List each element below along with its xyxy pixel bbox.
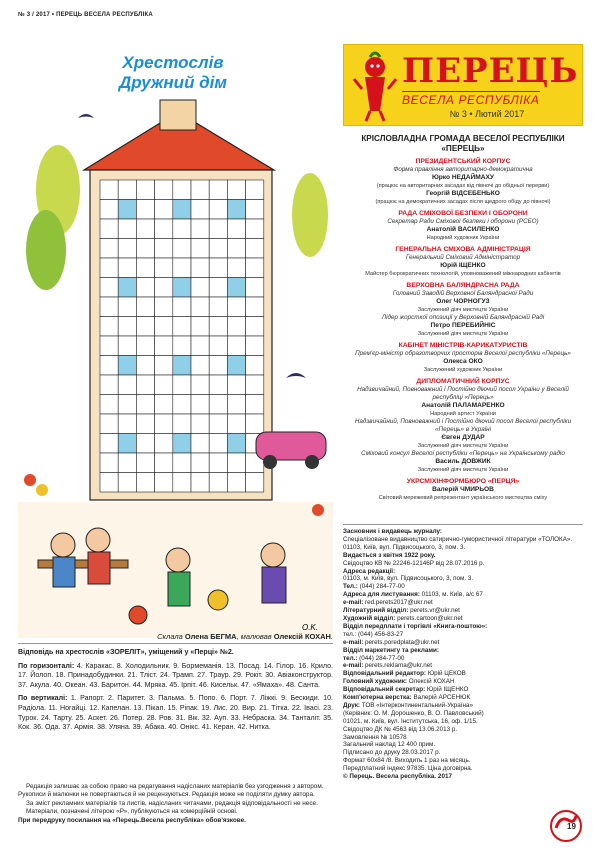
- crossword-cell: [100, 375, 118, 395]
- crossword-cell: [155, 258, 173, 278]
- imprint-line: тел.: (044) 456-83-27: [343, 630, 404, 638]
- staff-person: Валерій ЧМИРЬОВ: [432, 486, 494, 493]
- crossword-cell: [136, 258, 154, 278]
- staff-section-head: УКРСМІХІНФОРМБЮРО «ПЕРЦЯ»: [406, 478, 520, 485]
- crossword-cell: [191, 239, 209, 259]
- crossword-cell: [100, 297, 118, 317]
- disclaimer-reprint: При передруку посилання на «Перець.Весела республіка» обов'язкове.: [18, 816, 246, 824]
- crossword-cell: [173, 297, 191, 317]
- crossword-cell: [100, 336, 118, 356]
- crossword-cell: [246, 219, 264, 239]
- crossword-cell: [191, 395, 209, 415]
- house-window: [118, 434, 136, 454]
- disclaimer-line: Редакція залишає за собою право на редагування надісланих матеріалів без узгодження з автором. Рукописи й малюнки не повертаються й не рецензуються. Редакція може не поділяти думку автора.: [18, 783, 324, 799]
- imprint-line: тел.: (044) 284-77-00: [343, 654, 405, 662]
- imprint-line: Спеціалізоване видавництво сатирично-гумористичної літератури «ТОЛОКА».: [343, 535, 573, 543]
- imprint-line: Комп'ютерна верстка: Валерій АРСЕНЮК: [343, 694, 471, 702]
- house-window: [173, 278, 191, 298]
- crossword-cell: [209, 180, 227, 200]
- crossword-cell: [209, 200, 227, 220]
- staff-role: Прем'єр-міністр образотворчих просторів Веселої республіки «Перець»: [355, 350, 571, 357]
- imprint-line: Друк: ТОВ «Інтерконтинентальний-Україна»: [343, 701, 473, 709]
- house-window: [173, 434, 191, 454]
- staff-note: Заслужений діяч мистецтв України: [417, 306, 509, 313]
- crossword-cell: [209, 219, 227, 239]
- crossword-cell: [118, 414, 136, 434]
- imprint-line: Художній відділ: perets.cartoon@ukr.net: [343, 614, 463, 622]
- credit-author: Олена БЕГМА: [184, 632, 237, 641]
- crossword-cell: [191, 336, 209, 356]
- crossword-cell: [191, 473, 209, 493]
- staff-section-head: ДИПЛОМАТИЧНИЙ КОРПУС: [416, 378, 510, 385]
- issue-info: № 3 • Лютий 2017: [449, 109, 525, 119]
- staff-note: (працює на демократичних засадах після щедрого обіду до півночі): [375, 198, 551, 205]
- imprint-line: Літературний відділ: perets.vr@ukr.net: [343, 607, 460, 615]
- house-window: [173, 356, 191, 376]
- staff-role: Секретар Ради Сміхової безпеки і оборони (РСБО): [387, 218, 539, 225]
- staff-person: Анатолій ВАСИЛЕНКО: [426, 226, 500, 233]
- crossword-cell: [246, 258, 264, 278]
- crossword-cell: [209, 297, 227, 317]
- crossword-cell: [209, 434, 227, 454]
- crossword-credit: [18, 632, 333, 641]
- imprint-line: Передплатний індекс 97835. Ціна договірна.: [343, 765, 473, 773]
- staff-person: Євген ДУДАР: [441, 434, 485, 441]
- crossword-cell: [173, 375, 191, 395]
- staff-section-head: РАДА СМІХОВОЇ БЕЗПЕКИ І ОБОРОНИ: [398, 210, 528, 217]
- staff-person: Олекса ОКО: [443, 358, 483, 365]
- imprint-line: 01103, Київ, вул. Підвисоцького, 3, пом. 3.: [343, 543, 466, 551]
- crossword-cell: [155, 375, 173, 395]
- page-number: [548, 808, 584, 844]
- staff-section-head: ВЕРХОВНА БАЛЯНДРАСНА РАДА: [406, 282, 520, 289]
- crossword-cell: [100, 395, 118, 415]
- crossword-cell: [136, 395, 154, 415]
- staff-person: Олег ЧОРНОГУЗ: [436, 298, 490, 305]
- crossword-cell: [191, 278, 209, 298]
- house-window: [118, 278, 136, 298]
- crossword-cell: [227, 414, 245, 434]
- staff-section-head: ПРЕЗИДЕНТСЬКИЙ КОРПУС: [415, 158, 511, 165]
- imprint-line: e-mail: perets.reklama@ukr.net: [343, 662, 432, 670]
- crossword-cell: [246, 414, 264, 434]
- staff-note: Народний художник України: [426, 234, 500, 241]
- editorial-staff: [343, 126, 583, 502]
- crossword-cell: [209, 317, 227, 337]
- crossword-cell: [136, 180, 154, 200]
- crossword-cell: [136, 219, 154, 239]
- crossword-cell: [118, 180, 136, 200]
- crossword-cell: [191, 219, 209, 239]
- crossword-cell: [191, 317, 209, 337]
- crossword-cell: [155, 434, 173, 454]
- crossword-cell: [227, 297, 245, 317]
- house-window: [227, 200, 245, 220]
- crossword-cell: [155, 278, 173, 298]
- staff-role: Головний Заводій Верховної Баляндрасної Ради: [392, 290, 534, 297]
- crossword-cell: [246, 336, 264, 356]
- answers-title: Відповідь на хрестослів «ЗОРЕЛІТ», уміщений у «Перці» №2.: [18, 648, 234, 656]
- crossword-cell: [246, 297, 264, 317]
- masthead: [343, 44, 583, 126]
- crossword-cell: [118, 375, 136, 395]
- staff-note: Заслужений діяч мистецтв України: [417, 330, 509, 337]
- credit-mid: , малював: [236, 632, 274, 641]
- staff-person: Петро ПЕРЕБИЙНІС: [430, 322, 496, 329]
- crossword-cell: [173, 473, 191, 493]
- crossword-grid: [100, 180, 264, 492]
- imprint-line: Замовлення № 10578: [343, 733, 407, 741]
- crossword-house-drawing: [18, 40, 333, 638]
- crossword-cell: [136, 336, 154, 356]
- magazine-title: ПЕРЕЦЬ: [402, 51, 579, 91]
- crossword-cell: [227, 336, 245, 356]
- crossword-cell: [246, 356, 264, 376]
- crossword-cell: [100, 258, 118, 278]
- crossword-cell: [209, 375, 227, 395]
- crossword-cell: [209, 473, 227, 493]
- crossword-cell: [227, 239, 245, 259]
- crossword-cell: [227, 473, 245, 493]
- crossword-cell: [191, 375, 209, 395]
- crossword-cell: [136, 473, 154, 493]
- crossword-cell: [155, 414, 173, 434]
- crossword-cell: [173, 219, 191, 239]
- crossword-cell: [209, 453, 227, 473]
- staff-role: Надзвичайний, Повноважний і Постійно діючий посол України у Веселій республіці «Перець»: [357, 386, 569, 401]
- crossword-cell: [227, 317, 245, 337]
- crossword-cell: [173, 453, 191, 473]
- crossword-cell: [209, 414, 227, 434]
- crossword-cell: [136, 200, 154, 220]
- illus-title-1: Хрестослів: [122, 53, 224, 72]
- crossword-cell: [191, 297, 209, 317]
- crossword-cell: [246, 278, 264, 298]
- running-head: № 3 / 2017 • ПЕРЕЦЬ ВЕСЕЛА РЕСПУБЛІКА: [18, 12, 153, 18]
- answers-vertical: По вертикалі: 1. Рапорт. 2. Паритет. 3. Пальма. 5. Попо. 6. Порт. 7. Ліжкі. 9. Бескиди. 10. Радіола. 11. Ногайці. 12. Капелан. 13. Пікап. 15. Ріпак. 19. Лис. 20. Вир. 21. Тітка. 22. Івасі. 23. Турок. 24. Тарту. 25. Аскет. 26. Потер. 28. Ров. 31. Вік. 32. Ауп. 33. Небраска. 34. Танталіт. 35. Кок. 36. Ода. 37. Армія. 38. Уляна. 39. Абака. 40. Онікс. 41. Керан. 42. Нитка.: [18, 694, 333, 732]
- divider: [18, 643, 333, 644]
- crossword-cell: [155, 180, 173, 200]
- crossword-cell: [209, 356, 227, 376]
- crossword-cell: [209, 336, 227, 356]
- staff-org: КРІСЛОВЛАДНА ГРОМАДА ВЕСЕЛОЇ РЕСПУБЛІКИ «ПЕРЕЦЬ»: [361, 134, 565, 153]
- imprint-line: Свідоцтво ДК № 4563 від 13.06.2013 р.: [343, 725, 458, 733]
- crossword-cell: [227, 453, 245, 473]
- crossword-cell: [191, 180, 209, 200]
- crossword-cell: [100, 414, 118, 434]
- crossword-cell: [173, 258, 191, 278]
- staff-note: Заслужений діяч мистецтв України: [417, 442, 509, 449]
- imprint-line: Засновник і видавець журналу:: [343, 528, 443, 535]
- staff-role: Генеральний Сміховий Адміністратор: [405, 254, 521, 261]
- staff-role: Лідер жорсткої опозиції у Верховній Баляндрасній Раді: [381, 314, 545, 321]
- crossword-cell: [136, 375, 154, 395]
- imprint-line: e-mail: red.perets2017@ukr.net: [343, 599, 433, 607]
- crossword-cell: [246, 317, 264, 337]
- crossword-cell: [173, 414, 191, 434]
- crossword-cell: [118, 317, 136, 337]
- crossword-cell: [118, 336, 136, 356]
- crossword-cell: [155, 317, 173, 337]
- pepper-page-icon: [548, 808, 584, 844]
- staff-person: Юрій ІЩЕНКО: [440, 262, 486, 269]
- crossword-cell: [246, 239, 264, 259]
- crossword-cell: [100, 239, 118, 259]
- staff-role: Надзвичайний, Повноважний і Постійно діючий посол Веселої республіки «Перець» в Україні: [354, 418, 572, 433]
- disclaimer-line: За зміст рекламних матеріалів та листів, надісланих читачами, редакція відповідальності не несе.: [26, 799, 318, 807]
- staff-role: Сміховий консул Веселої республіки «Перець» на Українському радіо: [361, 450, 565, 457]
- page-number-text: 19: [567, 822, 576, 831]
- crossword-cell: [246, 200, 264, 220]
- house-window: [227, 434, 245, 454]
- staff-person: Анатолій ПАЛАМАРЕНКО: [421, 402, 505, 409]
- crossword-cell: [136, 317, 154, 337]
- crossword-cell: [227, 375, 245, 395]
- illus-title-2: Дружний дім: [119, 73, 227, 92]
- crossword-cell: [100, 200, 118, 220]
- crossword-cell: [246, 375, 264, 395]
- staff-note: Майстер бюрократичних технологій, уповноважений міжнародних кабінетів: [365, 270, 561, 277]
- crossword-cell: [227, 395, 245, 415]
- staff-person: Юрко НЕДАЙМАХУ: [431, 174, 494, 181]
- imprint-line: Адреса для листування: 01103, м. Київ, а/с 67: [343, 591, 483, 599]
- imprint-line: Підписано до друку 28.03.2017 р.: [343, 749, 441, 757]
- crossword-cell: [136, 434, 154, 454]
- staff-note: Світовий мережевий репрезентант українського мистецтва сміху: [378, 494, 548, 501]
- crossword-cell: [118, 297, 136, 317]
- crossword-cell: [136, 356, 154, 376]
- magazine-subtitle: ВЕСЕЛА РЕСПУБЛІКА: [402, 93, 540, 107]
- crossword-cell: [100, 473, 118, 493]
- crossword-cell: [227, 258, 245, 278]
- crossword-cell: [155, 356, 173, 376]
- imprint-line: Відповідальний редактор: Юрій ЦЕКОВ: [343, 670, 466, 678]
- imprint-line: Відповідальний секретар: Юрій ІЩЕНКО: [343, 686, 469, 694]
- crossword-cell: [209, 239, 227, 259]
- staff-note: Заслужений художник України: [423, 366, 503, 373]
- staff-note: (працює на авторитарних засадах від півночі до обідньої перерви): [376, 182, 550, 189]
- crossword-cell: [155, 239, 173, 259]
- crossword-cell: [136, 278, 154, 298]
- crossword-cell: [136, 297, 154, 317]
- crossword-cell: [136, 414, 154, 434]
- imprint-line: 01103, м. Київ, вул. Підвисоцького, 3, пом. 3.: [343, 575, 474, 583]
- crossword-cell: [173, 180, 191, 200]
- crossword-cell: [100, 278, 118, 298]
- imprint-line: e-mail: perets.poredplata@ukr.net: [343, 638, 440, 646]
- pepper-mascot-icon: [350, 49, 400, 123]
- crossword-cell: [227, 180, 245, 200]
- imprint-line: 01021, м. Київ, вул. Інститутська, 16, оф. 1/15.: [343, 717, 478, 725]
- credit-suffix: .: [330, 632, 333, 641]
- crossword-cell: [155, 453, 173, 473]
- editorial-disclaimer: [18, 783, 333, 825]
- staff-section-head: ГЕНЕРАЛЬНА СМІХОВА АДМІНІСТРАЦІЯ: [395, 246, 531, 253]
- imprint-line: Відділ передплати і торгівлі «Книга-поштою»:: [343, 622, 488, 630]
- crossword-cell: [191, 200, 209, 220]
- crossword-cell: [191, 414, 209, 434]
- crossword-cell: [100, 434, 118, 454]
- crossword-cell: [155, 297, 173, 317]
- house-window: [118, 356, 136, 376]
- staff-role: Форма правління авторитарно-демократична: [393, 166, 533, 173]
- crossword-cell: [173, 317, 191, 337]
- imprint-line: Адреса редакції:: [343, 567, 396, 575]
- staff-person: Георгій ВІДСЕБЕНЬКО: [426, 190, 500, 197]
- crossword-answers: [18, 648, 333, 737]
- crossword-cell: [209, 278, 227, 298]
- crossword-cell: [100, 219, 118, 239]
- crossword-cell: [155, 219, 173, 239]
- credit-artist: Олексій КОХАН: [273, 632, 331, 641]
- crossword-cell: [191, 453, 209, 473]
- staff-note: Народний артист України: [430, 410, 496, 417]
- imprint-line: Загальний наклад 12 400 прим.: [343, 741, 436, 749]
- credit-prefix: Склала: [157, 632, 185, 641]
- house-window: [118, 200, 136, 220]
- crossword-cell: [173, 239, 191, 259]
- crossword-cell: [191, 258, 209, 278]
- staff-person: Василь ДОВЖИК: [435, 458, 491, 465]
- imprint-line: © Перець. Весела республіка. 2017: [343, 773, 452, 781]
- imprint-line: Відділ маркетингу та реклами:: [343, 646, 439, 654]
- imprint-line: Свідоцтво КВ № 22246-12146Р від 28.07.2016 р.: [343, 559, 485, 567]
- imprint-line: (Керівник: О. М. Дорошенко, В. О. Павловський): [343, 709, 484, 717]
- house-window: [227, 356, 245, 376]
- crossword-illustration: [18, 40, 333, 638]
- imprint-line: Видається з квітня 1922 року.: [343, 551, 436, 559]
- crossword-cell: [100, 453, 118, 473]
- crossword-cell: [118, 239, 136, 259]
- crossword-cell: [100, 317, 118, 337]
- crossword-cell: [191, 434, 209, 454]
- imprint-line: Формат 60х84 /8. Виходить 1 раз на місяць.: [343, 757, 471, 765]
- artist-signature: O.K.: [301, 623, 318, 632]
- crossword-cell: [155, 395, 173, 415]
- disclaimer-line: Матеріали, позначені літерою «Р», публікуються на комерційній основі.: [26, 808, 238, 816]
- crossword-cell: [100, 356, 118, 376]
- answers-horizontal: По горизонталі: 4. Каракас. 8. Холодильник. 9. Бормеманія. 13. Посад. 14. Гілор. 16. Крило. 17. Йолоп. 18. Принадобудинки. 21. Тліст. 24. Трамп. 27. Траур. 29. Рокіт. 30. Авіаконструктор. 37. Акула. 40. Океан. 43. Баритон. 44. Мряка. 45. Ірпіт. 46. Кисельк. 47. «Ямаха». 48. Санта.: [18, 661, 333, 689]
- staff-section-head: КАБІНЕТ МІНІСТРІВ-КАРИКАТУРИСТІВ: [398, 342, 528, 349]
- house-window: [227, 278, 245, 298]
- crossword-cell: [155, 200, 173, 220]
- crossword-cell: [209, 395, 227, 415]
- crossword-cell: [118, 453, 136, 473]
- crossword-cell: [246, 473, 264, 493]
- masthead-column: [343, 44, 583, 502]
- crossword-cell: [100, 180, 118, 200]
- crossword-cell: [155, 336, 173, 356]
- crossword-cell: [173, 336, 191, 356]
- crossword-cell: [246, 395, 264, 415]
- crossword-cell: [118, 395, 136, 415]
- crossword-cell: [118, 473, 136, 493]
- house-window: [173, 200, 191, 220]
- crossword-cell: [227, 219, 245, 239]
- crossword-cell: [118, 219, 136, 239]
- crossword-cell: [136, 239, 154, 259]
- imprint-line: Головний художник: Олексій КОХАН: [343, 678, 455, 686]
- crossword-cell: [191, 356, 209, 376]
- crossword-cell: [209, 258, 227, 278]
- crossword-cell: [246, 180, 264, 200]
- imprint-line: Тел.: (044) 284-77-00: [343, 583, 405, 591]
- staff-note: Заслужений діяч мистецтв України: [417, 466, 509, 473]
- crossword-cell: [136, 453, 154, 473]
- crossword-cell: [118, 258, 136, 278]
- imprint: [343, 524, 583, 781]
- crossword-cell: [173, 395, 191, 415]
- crossword-cell: [155, 473, 173, 493]
